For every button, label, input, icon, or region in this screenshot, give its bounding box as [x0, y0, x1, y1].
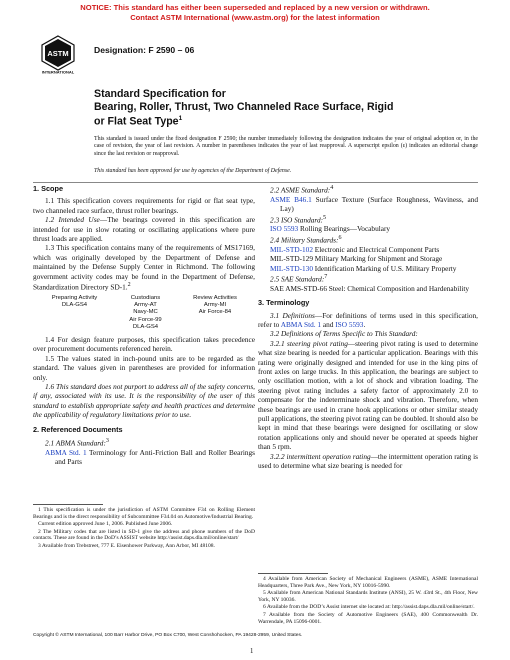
activity-code: Air Force-84 — [198, 309, 232, 316]
para-3-2-1-text: —steering pivot rating is used to determine what size bearing is needed for a particular application. Bearings with this rating were originally designed and intended for use in the king pins of front axles on large trucks. In this application, the bearings are subject to only oscillation motion, with a lot of shock and vibration loading. The steering pivot rating includes a safety factor of approximately 2.0 to compensate for the indeterminate shock and vibration. Therefore, when these bearings are used in crane hook applications or other similar steady pull applications, the steering pivot rating can be doubled. It should also be kept in mind that these bearings were designed for oscillating or slow rotation applications only and should never be operated at speeds higher than 5 rpm. — [258, 338, 478, 452]
para-3-2-1 — [258, 339, 478, 452]
logo-text: ASTM — [47, 49, 69, 58]
activity-code: Army-AT — [134, 302, 157, 309]
footnote-7: 7 Available from the Society of Automotive Engineers (SAE), 400 Commonwealth Dr. Warrendale, PA 15096-0001. — [258, 611, 478, 625]
para-1-6: 1.6 This standard does not purport to address all of the safety concerns, if any, associated with its use. It is the responsibility of the user of this standard to establish appropriate safety and health practices and determine the applicability of regulatory limitations prior to use. — [33, 381, 255, 420]
section-2-heading: 2. Referenced Documents — [33, 424, 123, 434]
para-3-1-end: . — [363, 319, 366, 329]
section-1-heading: 1. Scope — [33, 184, 64, 193]
page-number: 1 — [250, 648, 254, 655]
footnote-ref-7: 7 — [324, 273, 328, 280]
activity-code: Air Force-99 — [129, 316, 162, 323]
activity-code: Army-MI — [203, 302, 227, 309]
title-line-2: Bearing, Roller, Thrust, Two Channeled Race Surface, Rigid — [94, 100, 394, 113]
footnote-ref-2: 2 — [127, 282, 131, 289]
para-2-2 — [258, 184, 478, 195]
para-1-4: 1.4 For design feature purposes, this specification takes precedence over procurement documents referenced herein. — [33, 334, 255, 354]
para-2-4 — [258, 234, 478, 245]
right-column — [258, 184, 478, 470]
activity-col-preparing — [33, 295, 116, 331]
footnote-divider-right — [258, 573, 328, 574]
footnote-edition: Current edition approved June 1, 2006. Published June 2006. — [38, 521, 173, 528]
activity-header: Preparing Activity — [51, 294, 98, 301]
footnote-5: 5 Available from American National Standards Institute (ANSI), 25 W. 43rd St., 4th Floor, New York, NY 10036. — [258, 590, 478, 603]
ref-mil-std-102 — [258, 245, 478, 254]
ref-mil-std-130 — [258, 264, 478, 273]
para-2-5-label: 2.5 SAE Standard: — [270, 274, 325, 284]
para-2-1-label: 2.1 ABMA Standard: — [45, 438, 106, 448]
para-3-1-label: 3.1 Definitions — [270, 310, 315, 320]
copyright-line: Copyright © ASTM International, 100 Barr Harbor Drive, PO Box C700, West Conshohocken, PA 19428-2959, United States. — [33, 633, 303, 638]
astm-logo-icon — [36, 34, 80, 74]
standard-intro: This standard is issued under the fixed designation F 2590; the number immediately following the designation indicates the year of original adoption or, in the case of revision, the year of last revision. A number in parentheses indicates the year of last reapproval. A superscript epsilon (ε) indicates an editorial change since the last revision or reapproval. — [94, 136, 478, 157]
para-1-2 — [33, 215, 255, 243]
para-2-3 — [258, 214, 478, 225]
dod-approval-note: This standard has been approved for use by agencies of the Department of Defense. — [94, 168, 292, 174]
title-line-3: or Flat Seat Type — [94, 115, 179, 128]
designation: Designation: F 2590 – 06 — [94, 45, 195, 55]
para-1-1: 1.1 This specification covers requirements for rigid or flat seat type, two channeled race surface, thrust roller bearings. — [33, 196, 255, 215]
ref-asme-b46-1 — [258, 195, 478, 214]
para-2-1 — [33, 437, 255, 448]
footnote-2: 2 The Military codes that are listed in SD-1 give the address and phone numbers of the DoD contacts. These are found in the DoD’s ASSIST website http://assist.daps.dla.mil/online/start/ — [33, 528, 255, 542]
para-3-2-2-label: 3.2.2 intermittent operation rating — [270, 451, 371, 461]
para-3-2-2 — [258, 452, 478, 471]
para-1-3 — [33, 243, 255, 291]
activity-code: DLA-GS4 — [61, 302, 88, 309]
iso-5593-title: Rolling Bearings—Vocabulary — [298, 224, 391, 234]
para-2-5 — [258, 273, 478, 284]
activity-codes-table — [33, 295, 255, 331]
footnotes-left — [33, 507, 255, 550]
para-2-3-label: 2.3 ISO Standard: — [270, 215, 324, 225]
para-2-2-label: 2.2 ASME Standard: — [270, 185, 331, 195]
withdrawn-notice — [0, 3, 510, 22]
footnote-6: 6 Available from the DOD’s Assist internet site located at: http://assist.daps.dla.mil/online/start/. — [263, 604, 475, 611]
para-3-1-text: —For definitions of terms used in this specification, refer to — [258, 310, 478, 329]
footnote-ref-4: 4 — [330, 185, 334, 191]
ref-sae-ams-std-66: SAE AMS-STD-66 Steel: Chemical Composition and Hardenability — [270, 283, 470, 293]
asme-b46-1-title: Surface Texture (Surface Roughness, Waviness, and Lay) — [280, 194, 478, 214]
mil-std-130-title: Identification Marking of U.S. Military Property — [312, 263, 457, 273]
footnote-ref-6: 6 — [338, 234, 342, 241]
document-title — [94, 88, 484, 128]
footnote-divider-left — [33, 504, 103, 505]
footnote-3: 3 Available from Trebstreet, 777 E. Eisenhower Parkway, Ann Arbor, MI 48108. — [38, 542, 215, 549]
activity-col-review — [175, 295, 255, 331]
para-1-2-label: 1.2 Intended Use — [45, 215, 100, 225]
header-divider — [33, 182, 478, 183]
para-3-1 — [258, 311, 478, 330]
para-1-2-text: —The bearings covered in this specification are intended for use in slow rotating or oscillating applications where pure thrust loads are applied. — [33, 215, 255, 244]
abma-std-1-link[interactable]: ABMA Std. 1 — [45, 447, 87, 457]
mil-std-102-link[interactable]: MIL-STD-102 — [270, 244, 313, 254]
ref-iso-5593 — [258, 224, 478, 233]
ref-mil-std-129: MIL-STD-129 Military Marking for Shipment and Storage — [270, 254, 443, 264]
abma-std-1-title: Terminology for Anti-Friction Ball and Roller Bearings and Parts — [55, 447, 255, 467]
activity-code: DLA-GS4 — [132, 323, 159, 330]
activity-header: Custodians — [130, 294, 161, 301]
notice-line-1: NOTICE: This standard has either been superseded and replaced by a new version or withdrawn. — [80, 3, 430, 12]
para-2-4-label: 2.4 Military Standards: — [270, 235, 339, 245]
footnotes-right — [258, 576, 478, 626]
para-3-2-1-label: 3.2.1 steering pivot rating — [270, 338, 348, 348]
title-footnote-mark: 1 — [178, 115, 183, 122]
ref-abma-std-1 — [33, 448, 255, 467]
title-line-1: Standard Specification for — [94, 88, 226, 100]
abma-std-1-inline-link[interactable]: ABMA Std. 1 — [280, 319, 322, 329]
footnote-ref-5: 5 — [323, 214, 327, 221]
para-3-1-and: and — [321, 319, 336, 329]
notice-line-2: Contact ASTM International (www.astm.org) for the latest information — [130, 12, 380, 22]
para-3-2: 3.2 Definitions of Terms Specific to This Standard: — [270, 329, 418, 339]
activity-code: Navy-MC — [133, 309, 158, 316]
footnote-1: 1 This specification is under the jurisdiction of ASTM Committee F34 on Rolling Element Bearings and is the direct responsibility of Subcommittee F34.04 on Automotive/Industrial Bearing. — [33, 507, 255, 520]
section-3-heading: 3. Terminology — [258, 298, 310, 308]
footnote-4: 4 Available from American Society of Mechanical Engineers (ASME), ASME International Headquarters, Three Park Ave., New York, NY 10016-5990. — [258, 576, 478, 589]
left-column — [33, 184, 255, 467]
mil-std-102-title: Electronic and Electrical Component Parts — [312, 244, 440, 254]
iso-5593-link[interactable]: ISO 5593 — [270, 224, 299, 234]
para-1-5: 1.5 The values stated in inch-pound units are to be regarded as the standard. The values given in parentheses are provided for information only. — [33, 353, 255, 382]
para-3-2-2-text: —the intermittent operation rating is used to determine what size bearing is needed for — [258, 451, 478, 471]
mil-std-130-link[interactable]: MIL-STD-130 — [270, 263, 313, 273]
asme-b46-1-link[interactable]: ASME B46.1 — [270, 194, 312, 204]
logo-subtext: INTERNATIONAL — [41, 69, 75, 74]
para-1-3-text: 1.3 This specification contains many of the requirements of MS17169, which was originally developed by the Department of Defense and maintained by the Defense Supply Center in Richmond. The following government activity codes may be found in the Department of Defense, Standardization Directory SD-1. — [33, 243, 255, 292]
activity-col-custodians — [116, 295, 175, 331]
activity-header: Review Activities — [193, 294, 237, 301]
iso-5593-inline-link[interactable]: ISO 5593 — [335, 319, 364, 329]
footnote-ref-3: 3 — [105, 437, 109, 444]
